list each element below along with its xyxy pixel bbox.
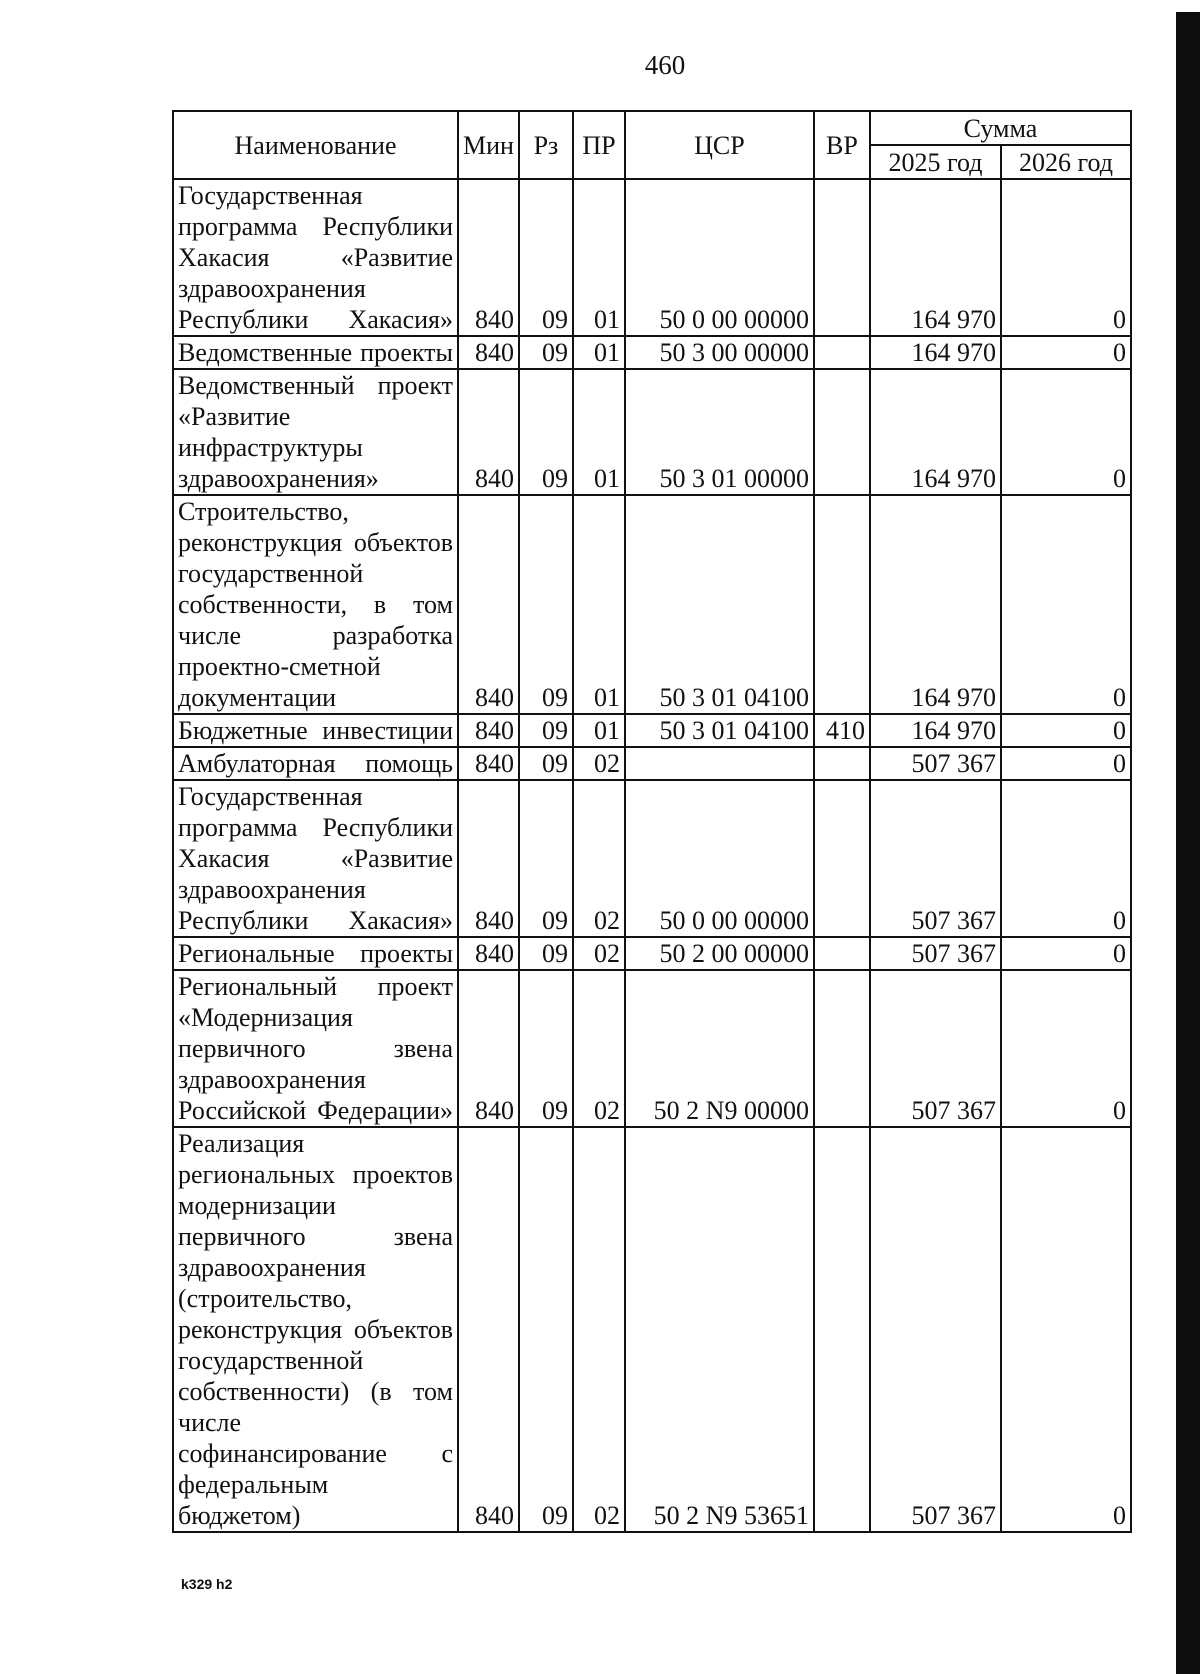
table-row xyxy=(173,970,1131,1127)
row-csr: 50 2 00 00000 xyxy=(625,937,814,970)
table-row xyxy=(173,369,1131,495)
row-amount-2025: 164 970 xyxy=(870,495,1001,714)
row-amount-2026: 0 xyxy=(1001,780,1131,937)
row-amount-2025: 507 367 xyxy=(870,970,1001,1127)
row-amount-2025: 164 970 xyxy=(870,714,1001,747)
row-amount-2026: 0 xyxy=(1001,714,1131,747)
row-pr: 01 xyxy=(573,179,625,336)
row-vr xyxy=(814,747,870,780)
row-min: 840 xyxy=(458,336,519,369)
row-vr xyxy=(814,495,870,714)
row-csr: 50 2 N9 00000 xyxy=(625,970,814,1127)
header-min: Мин xyxy=(458,111,519,179)
table-row xyxy=(173,1127,1131,1532)
budget-table xyxy=(172,110,1132,1533)
row-name: Ведомственные проекты xyxy=(173,336,458,369)
row-pr: 01 xyxy=(573,369,625,495)
row-rz: 09 xyxy=(519,780,573,937)
row-rz: 09 xyxy=(519,937,573,970)
row-amount-2025: 507 367 xyxy=(870,937,1001,970)
row-csr: 50 3 01 04100 xyxy=(625,714,814,747)
row-amount-2026: 0 xyxy=(1001,747,1131,780)
row-vr xyxy=(814,970,870,1127)
row-amount-2025: 507 367 xyxy=(870,780,1001,937)
row-amount-2025: 164 970 xyxy=(870,179,1001,336)
row-amount-2025: 507 367 xyxy=(870,747,1001,780)
row-amount-2026: 0 xyxy=(1001,970,1131,1127)
row-pr: 01 xyxy=(573,495,625,714)
row-name: Государственная программа Республики Хакасия «Развитие здравоохранения Республики Хакасия» xyxy=(173,179,458,336)
row-rz: 09 xyxy=(519,495,573,714)
table-row xyxy=(173,495,1131,714)
table-row xyxy=(173,714,1131,747)
row-pr: 02 xyxy=(573,1127,625,1532)
row-name: Государственная программа Республики Хакасия «Развитие здравоохранения Республики Хакасия» xyxy=(173,780,458,937)
header-csr: ЦСР xyxy=(625,111,814,179)
row-pr: 01 xyxy=(573,714,625,747)
row-name: Реализация региональных проектов модернизации первичного звена здравоохранения (строительство, реконструкция объектов государственной собственности) (в том числе софинансирование с федеральным бюджетом) xyxy=(173,1127,458,1532)
row-csr: 50 3 01 04100 xyxy=(625,495,814,714)
row-vr xyxy=(814,780,870,937)
row-min: 840 xyxy=(458,495,519,714)
row-vr xyxy=(814,336,870,369)
table-row xyxy=(173,179,1131,336)
row-pr: 02 xyxy=(573,780,625,937)
header-name: Наименование xyxy=(173,111,458,179)
row-name: Региональный проект «Модернизация первичного звена здравоохранения Российской Федерации» xyxy=(173,970,458,1127)
row-pr: 02 xyxy=(573,937,625,970)
table-row xyxy=(173,747,1131,780)
row-name: Бюджетные инвестиции xyxy=(173,714,458,747)
header-sum: Сумма xyxy=(870,111,1131,145)
row-amount-2025: 164 970 xyxy=(870,369,1001,495)
row-min: 840 xyxy=(458,780,519,937)
row-pr: 01 xyxy=(573,336,625,369)
header-rz: Рз xyxy=(519,111,573,179)
row-csr: 50 0 00 00000 xyxy=(625,179,814,336)
row-amount-2026: 0 xyxy=(1001,495,1131,714)
row-rz: 09 xyxy=(519,336,573,369)
page-number: 460 xyxy=(644,50,686,80)
row-csr: 50 2 N9 53651 xyxy=(625,1127,814,1532)
row-name: Региональные проекты xyxy=(173,937,458,970)
row-min: 840 xyxy=(458,179,519,336)
row-min: 840 xyxy=(458,714,519,747)
row-min: 840 xyxy=(458,1127,519,1532)
row-pr: 02 xyxy=(573,970,625,1127)
row-amount-2026: 0 xyxy=(1001,179,1131,336)
row-amount-2025: 164 970 xyxy=(870,336,1001,369)
scan-edge-bar xyxy=(1176,12,1200,1674)
header-pr: ПР xyxy=(573,111,625,179)
row-name: Строительство, реконструкция объектов государственной собственности, в том числе разработка проектно-сметной документации xyxy=(173,495,458,714)
row-rz: 09 xyxy=(519,970,573,1127)
row-name: Амбулаторная помощь xyxy=(173,747,458,780)
row-vr xyxy=(814,369,870,495)
row-amount-2026: 0 xyxy=(1001,1127,1131,1532)
row-min: 840 xyxy=(458,970,519,1127)
row-min: 840 xyxy=(458,369,519,495)
table-row xyxy=(173,780,1131,937)
row-csr: 50 3 01 00000 xyxy=(625,369,814,495)
row-vr xyxy=(814,1127,870,1532)
row-amount-2026: 0 xyxy=(1001,937,1131,970)
row-csr xyxy=(625,747,814,780)
row-amount-2026: 0 xyxy=(1001,336,1131,369)
row-csr: 50 3 00 00000 xyxy=(625,336,814,369)
row-rz: 09 xyxy=(519,369,573,495)
header-year-2025: 2025 год xyxy=(870,145,1001,179)
row-rz: 09 xyxy=(519,179,573,336)
row-amount-2025: 507 367 xyxy=(870,1127,1001,1532)
row-csr: 50 0 00 00000 xyxy=(625,780,814,937)
row-vr xyxy=(814,937,870,970)
table-row xyxy=(173,336,1131,369)
row-pr: 02 xyxy=(573,747,625,780)
row-rz: 09 xyxy=(519,747,573,780)
row-min: 840 xyxy=(458,937,519,970)
row-rz: 09 xyxy=(519,1127,573,1532)
row-name: Ведомственный проект «Развитие инфраструктуры здравоохранения» xyxy=(173,369,458,495)
row-amount-2026: 0 xyxy=(1001,369,1131,495)
row-vr xyxy=(814,179,870,336)
header-year-2026: 2026 год xyxy=(1001,145,1131,179)
row-rz: 09 xyxy=(519,714,573,747)
row-min: 840 xyxy=(458,747,519,780)
header-vr: ВР xyxy=(814,111,870,179)
row-vr: 410 xyxy=(814,714,870,747)
table-row xyxy=(173,937,1131,970)
footer-code: k329 h2 xyxy=(181,1576,233,1592)
